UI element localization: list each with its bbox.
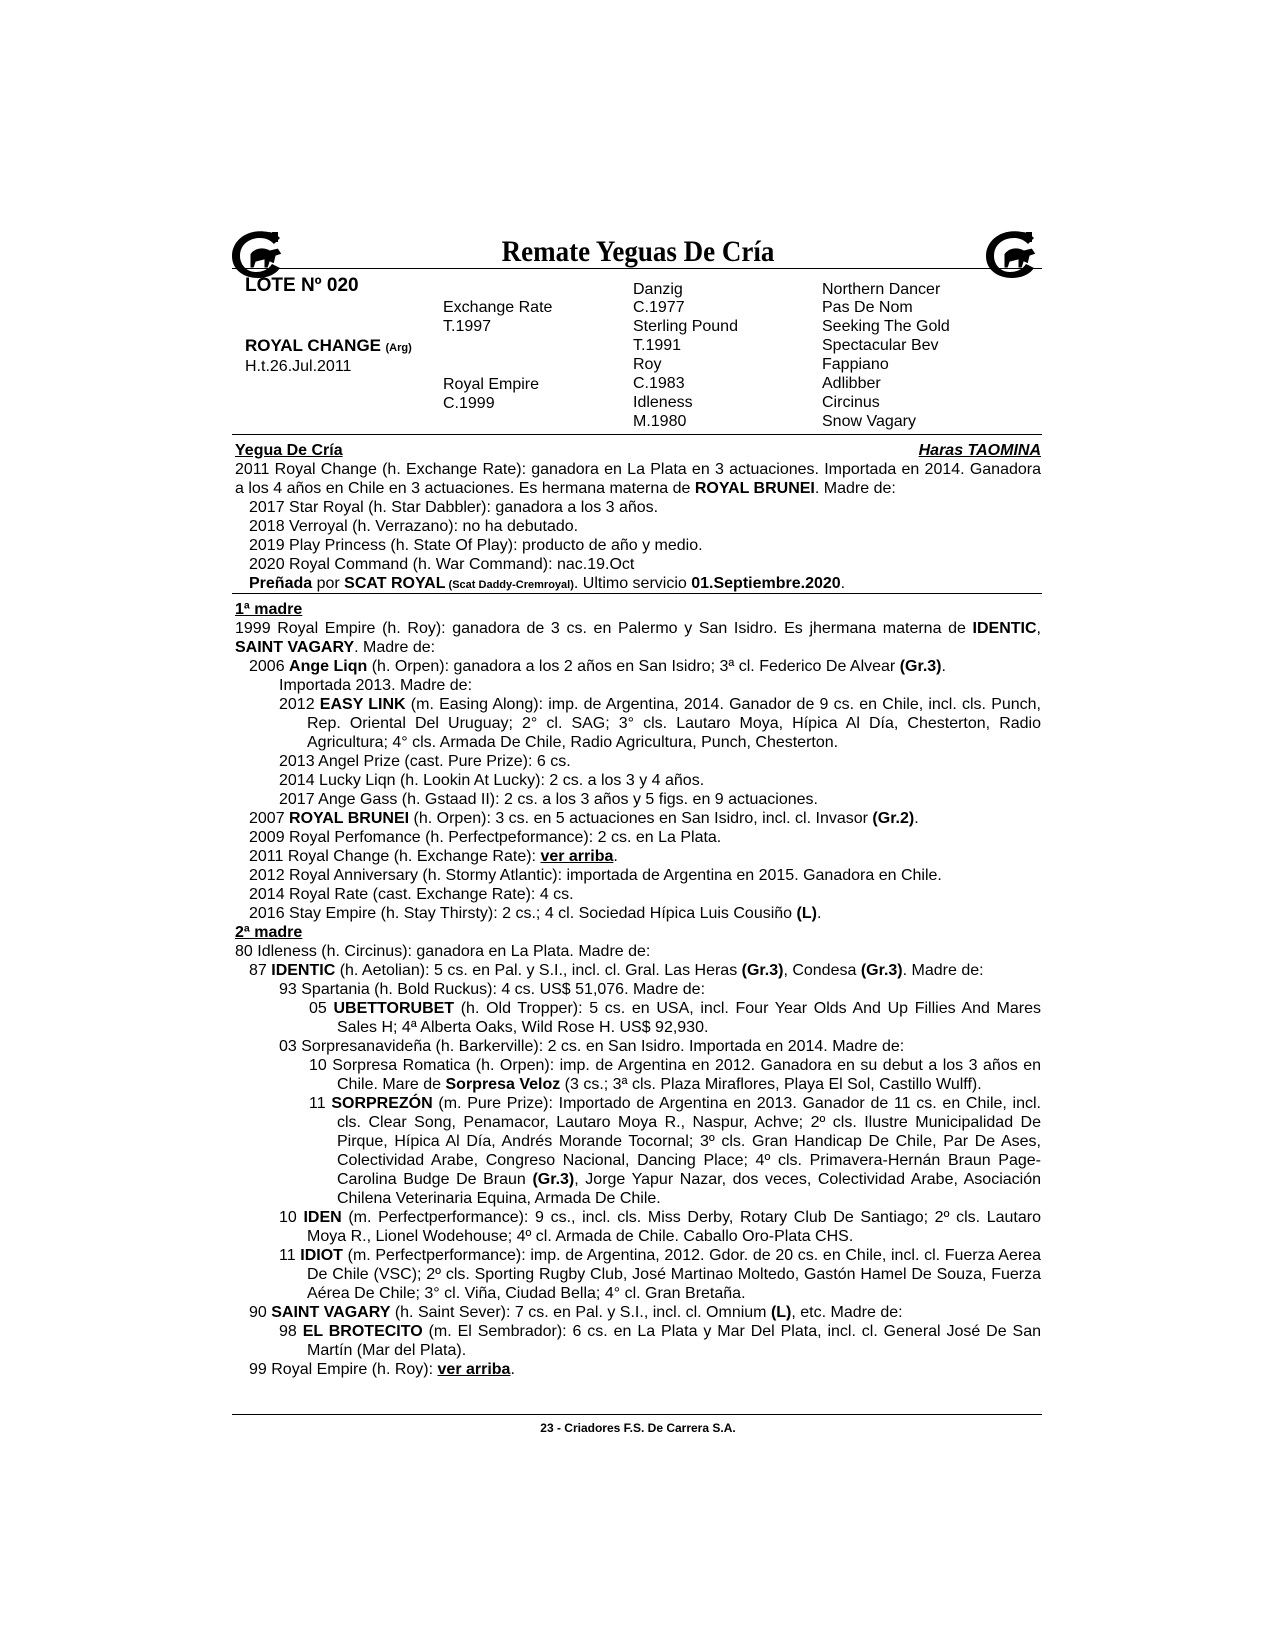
gen3-name: Fappiano [822,356,889,373]
list-item: 2014 Royal Rate (cast. Exchange Rate): 4 cs. [249,886,574,903]
madre2-intro: 80 Idleness (h. Circinus): ganadora en La Plata. Madre de: [235,943,651,960]
list-item: 2011 Royal Change (h. Exchange Rate): ver arriba. [249,848,618,865]
haras-name: Haras TAOMINA [918,442,1041,459]
gen2-name: Idleness [633,394,693,411]
list-item: 2012 Royal Anniversary (h. Stormy Atlantic): importada de Argentina en 2015. Ganadora en Chile. [249,867,942,884]
gen3-name: Northern Dancer [822,281,941,298]
list-item: 11 IDIOT (m. Perfectperformance): imp. de Argentina, 2012. Gdor. de 20 cs. en Chile, incl. cl. Fuerza Aerea De Chile (VSC); 2º cls. Sporting Rugby Club, José Martinao Moltedo, Gastón Hamel De Souza, Fuerza Aérea De Chile; 3° cl. Viña, Ciudad Bella; 4° cl. Gran Bretaña. [279,1247,1042,1302]
lote-number: LOTE Nº 020 [245,275,359,296]
list-item: 2018 Verroyal (h. Verrazano): no ha debutado. [249,518,579,535]
header-rule [232,268,1042,269]
gen2-name: Danzig [633,281,683,298]
list-item: 11 SORPREZÓN (m. Pure Prize): Importado de Argentina en 2013. Ganador de 11 cs. en Chile, incl. cls. Clear Song, Penamacor, Lautaro Moya R., Naspur, Achve; 2º cls. Ilustre Municipalidad De Pirque, Hípica Al Día, Andrés Morande Tocornal; 3º cls. Gran Handicap De Chile, Par De Ases, Colectividad Arabe, Congreso Nacional, Dancing Place; 4º cls. Primavera-Hernán Braun Page-Carolina Budge De Braun (Gr.3), Jorge Yapur Nazar, dos veces, Colectividad Arabe, Asociación Chilena Veterinaria Equina, Armada De Chile. [309,1095,1042,1207]
list-item: 05 UBETTORUBET (h. Old Tropper): 5 cs. en USA, incl. Four Year Olds And Up Fillies And Mares Sales H; 4ª Alberta Oaks, Wild Rose H. US$ 92,930. [309,1000,1041,1036]
gen3-name: Seeking The Gold [822,318,950,335]
sire-info: T.1997 [443,318,492,335]
madre1-intro: 1999 Royal Empire (h. Roy): ganadora de 3 cs. en Palermo y San Isidro. Es jhermana materna de IDENTIC, SAINT VAGARY. Madre de: [235,620,1041,656]
list-item: 2009 Royal Perfomance (h. Perfectpeformance): 2 cs. en La Plata. [249,829,722,846]
list-item: 2013 Angel Prize (cast. Pure Prize): 6 cs. [279,753,571,770]
list-item: 10 IDEN (m. Perfectperformance): 9 cs., incl. cls. Miss Derby, Rotary Club De Santiago; 2º cls. Lautaro Moya R., Lionel Wodehouse; 4º cl. Armada de Chile. Caballo Oro-Plata CHS. [279,1209,1041,1245]
sire-name: Exchange Rate [443,299,553,316]
pedigree-rule [232,434,1042,435]
yegua-section [235,441,1041,595]
list-item: 2020 Royal Command (h. War Command): nac.19.Oct [249,556,635,573]
yegua-description: 2011 Royal Change (h. Exchange Rate): ganadora en La Plata en 3 actuaciones. Importada en 2014. Ganadora a los 4 años en Chile en 3 actuaciones. Es hermana materna de ROYAL BRUNEI. Madre de: [235,461,1041,497]
section-heading: 1ª madre [235,601,303,618]
list-item: 93 Spartania (h. Bold Ruckus): 4 cs. US$ 51,076. Madre de: [279,981,706,998]
gen3-name: Spectacular Bev [822,337,939,354]
list-item: 2007 ROYAL BRUNEI (h. Orpen): 3 cs. en 5 actuaciones en San Isidro, incl. cl. Invasor (Gr.2). [249,810,919,827]
list-item: 99 Royal Empire (h. Roy): ver arriba. [249,1361,515,1378]
horse-info: H.t.26.Jul.2011 [245,358,352,375]
ver-arriba-link[interactable]: ver arriba [540,848,614,865]
dam-name: Royal Empire [443,376,540,393]
gen2-info: T.1991 [633,337,682,354]
horse-name: ROYAL CHANGE (Arg) [245,336,412,355]
section-heading: 2ª madre [235,924,303,941]
dam-info: C.1999 [443,395,495,412]
list-item: 10 Sorpresa Romatica (h. Orpen): imp. de Argentina en 2012. Ganadora en su debut a los 3 años en Chile. Mare de Sorpresa Veloz (3 cs.; 3ª cls. Plaza Miraflores, Playa El Sol, Castillo Wulff). [309,1057,1041,1093]
page-footer: 23 - Criadores F.S. De Carrera S.A. [540,1421,736,1435]
list-item: 2006 Ange Liqn (h. Orpen): ganadora a los 2 años en San Isidro; 3ª cl. Federico De Alvear (Gr.3). [249,658,946,675]
gen3-name: Pas De Nom [822,299,913,316]
list-item: 03 Sorpresanavideña (h. Barkerville): 2 cs. en San Isidro. Importada en 2014. Madre de: [279,1038,905,1055]
madre1-section [235,600,1041,1379]
gen2-info: C.1983 [633,375,685,392]
gen2-info: C.1977 [633,299,685,316]
gen2-name: Roy [633,356,662,373]
list-item: 2017 Star Royal (h. Star Dabbler): ganadora a los 3 años. [249,499,659,516]
pregnancy-note: Preñada por SCAT ROYAL (Scat Daddy-Cremroyal). Ultimo servicio 01.Septiembre.2020. [249,575,846,592]
section-heading: Yegua De Cría Haras TAOMINA [235,442,1041,459]
gen2-name: Sterling Pound [633,318,738,335]
gen3-name: Adlibber [822,375,881,392]
list-item: 87 IDENTIC (h. Aetolian): 5 cs. en Pal. y S.I., incl. cl. Gral. Las Heras (Gr.3), Condesa (Gr.3). Madre de: [249,962,984,979]
list-item: 2019 Play Princess (h. State Of Play): producto de año y medio. [249,537,703,554]
list-item: 2012 EASY LINK (m. Easing Along): imp. de Argentina, 2014. Ganador de 9 cs. en Chile, incl. cls. Punch, Rep. Oriental Del Uruguay; 2° cl. SAG; 3° cls. Lautaro Moya, Hípica Al Día, Chesterton, Radio Agricultura; 4° cls. Armada De Chile, Radio Agricultura, Punch, Chesterton. [279,696,1042,751]
list-item: 98 EL BROTECITO (m. El Sembrador): 6 cs. en La Plata y Mar Del Plata, incl. cl. General José De San Martín (Mar del Plata). [279,1323,1042,1359]
page-title: Remate Yeguas De Cría [501,235,775,268]
footer-rule [232,1414,1042,1415]
section-rule [232,593,1042,594]
gen3-name: Snow Vagary [822,413,916,430]
gen3-name: Circinus [822,394,880,411]
list-item: 2016 Stay Empire (h. Stay Thirsty): 2 cs.; 4 cl. Sociedad Hípica Luis Cousiño (L). [249,905,822,922]
list-item: Importada 2013. Madre de: [279,677,473,694]
ver-arriba-link[interactable]: ver arriba [437,1361,511,1378]
list-item: 2017 Ange Gass (h. Gstaad II): 2 cs. a los 3 años y 5 figs. en 9 actuaciones. [279,791,818,808]
list-item: 90 SAINT VAGARY (h. Saint Sever): 7 cs. en Pal. y S.I., incl. cl. Omnium (L), etc. Madre de: [249,1304,903,1321]
gen2-info: M.1980 [633,413,687,430]
list-item: 2014 Lucky Liqn (h. Lookin At Lucky): 2 cs. a los 3 y 4 años. [279,772,705,789]
